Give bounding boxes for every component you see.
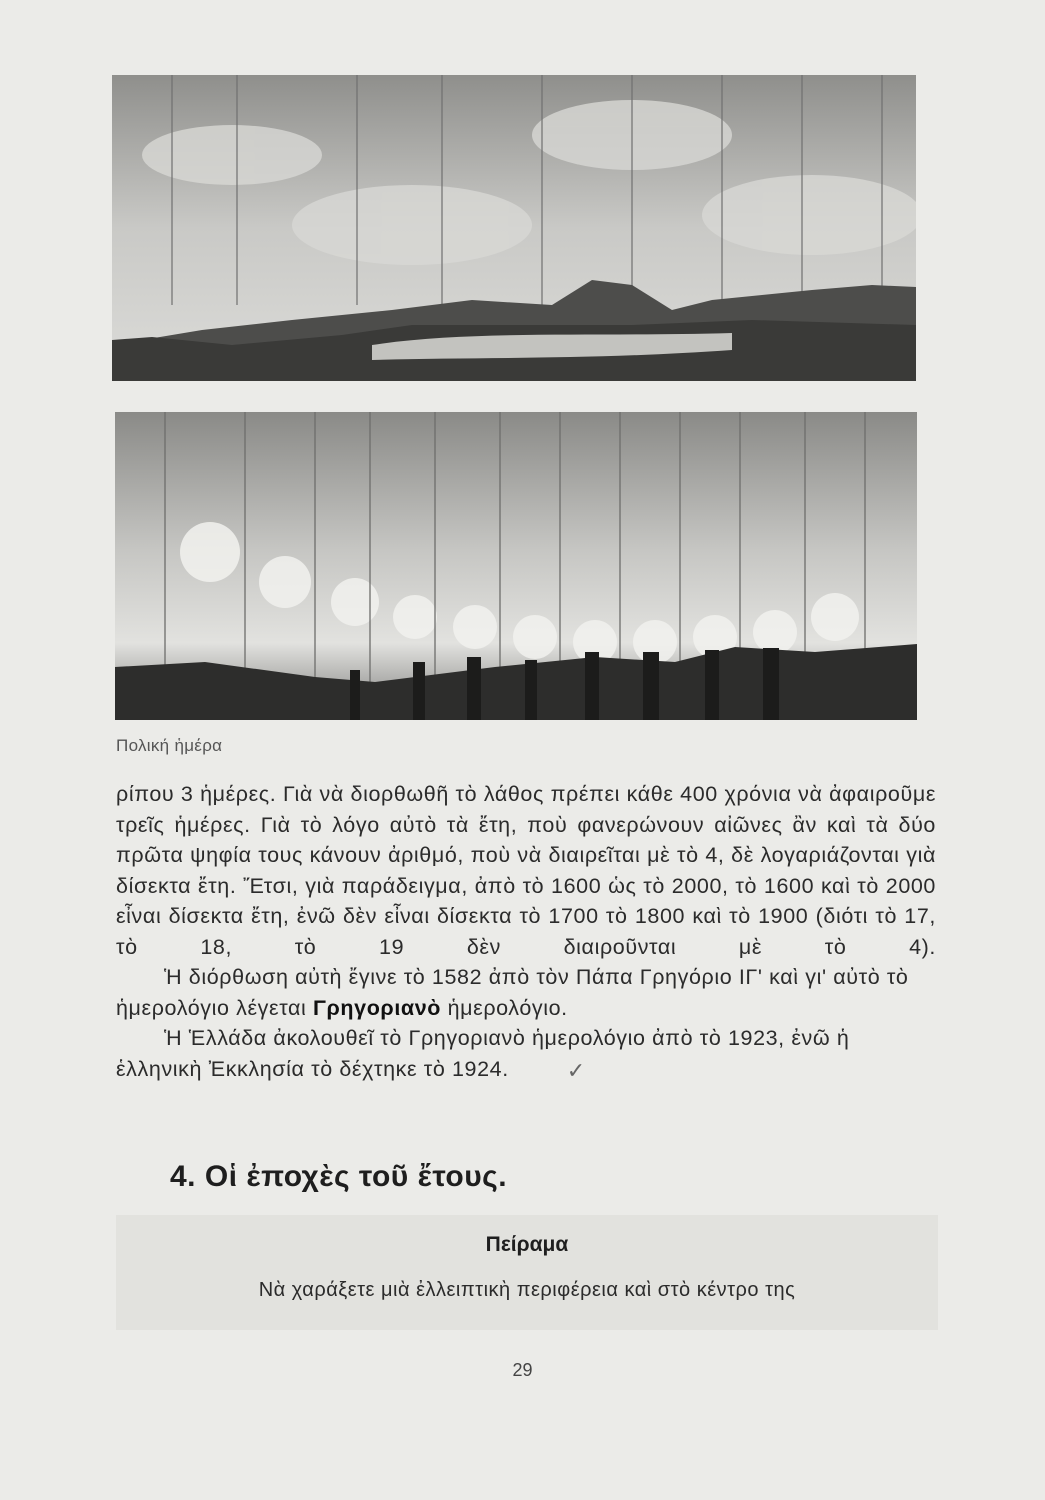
paragraph-greece-adoption [116,1023,936,1084]
panorama-sun-sequence-image [115,412,917,720]
gregorian-term: Γρηγοριανὸ [312,995,442,1020]
panorama-mountains-image [112,75,916,381]
experiment-box [116,1215,938,1330]
paragraph-text-end: ἡμερολόγιο. [441,995,568,1020]
experiment-text: Νὰ χαράξετε μιὰ ἐλλειπτικὴ περιφέρεια καὶ στὸ κέντρο της [258,1279,796,1301]
paragraph-text: Ἡ Ἑλλάδα ἀκολουθεῖ τὸ Γρηγοριανὸ ἡμερολόγιο ἀπὸ τὸ 1923, ἐνῶ ἡ ἑλληνικὴ Ἐκκλησία τὸ δέχτηκε τὸ 1924. [116,1026,850,1081]
paragraph-gregorian-correction [116,962,936,1023]
paragraph-leap-years: ρίπου 3 ἡμέρες. Γιὰ νὰ διορθωθῆ τὸ λάθος πρέπει κάθε 400 χρόνια νὰ ἀφαιροῦμε τρεῖς ἡμέρες. Γιὰ τὸ λόγο αὐτὸ τὰ ἔτη, ποὺ φανερώνουν αἰῶνες ἂν καὶ τὰ δύο πρῶτα ψηφία τους κάνουν ἀριθμό, ποὺ νὰ διαιρεῖται μὲ τὸ 4, δὲ λογαριάζονται γιὰ δίσεκτα ἔτη. Ἔτσι, γιὰ παράδειγμα, ἀπὸ τὸ 1600 ὡς τὸ 2000, τὸ 1600 καὶ τὸ 2000 εἶναι δίσεκτα ἔτη, ἐνῶ δὲν εἶναι δίσεκτα τὸ 1700 τὸ 1800 καὶ τὸ 1900 (διότι τὸ 17, τὸ 18, τὸ 19 δὲν διαιροῦνται μὲ τὸ 4). [116,782,936,959]
section-heading: 4. Οἱ ἐποχὲς τοῦ ἔτους. [170,1160,508,1193]
figure-caption: Πολική ἡμέρα [116,736,223,755]
page-number: 29 [512,1360,533,1380]
polar-day-photo-bottom [115,412,917,720]
experiment-title: Πείραμα [485,1233,569,1256]
polar-day-photo-top [112,75,916,381]
handwritten-check-icon: ✓ [566,1057,586,1083]
paragraph-text: Ἡ διόρθωση αὐτὴ ἔγινε τὸ 1582 ἀπὸ τὸν Πάπα Γρηγόριο ΙΓ' καὶ γι' αὐτὸ τὸ ἡμερολόγιο λέγεται [116,965,909,1020]
main-text [116,779,936,1084]
